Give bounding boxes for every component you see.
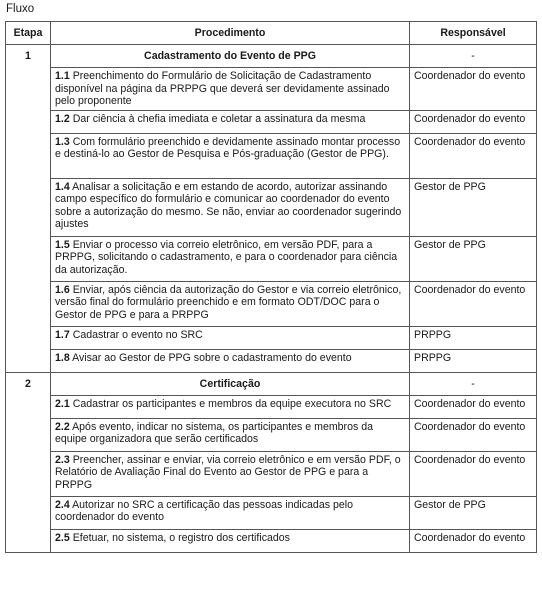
procedure-cell	[51, 496, 410, 529]
step-text: Preencher, assinar e enviar, via correio eletrônico e em versão PDF, o Relatório de Avaliação Final do Evento ao Gestor de PPG e para a PRPPG	[55, 453, 401, 491]
step-number: 1.2	[55, 112, 70, 125]
step-text: Enviar o processo via correio eletrônico, em versão PDF, para a PRPPG, solicitando o cadastramento, e para o coordenador para ciência da autorização.	[55, 238, 398, 276]
step-number: 1.7	[55, 328, 70, 341]
etapa-number: 2	[6, 372, 51, 552]
step-text: Dar ciência à chefia imediata e coletar a assinatura da mesma	[72, 112, 366, 125]
step-text: Cadastrar os participantes e membros da equipe executora no SRC	[72, 397, 392, 410]
step-text: Autorizar no SRC a certificação das pessoas indicadas pelo coordenador do evento	[55, 498, 353, 523]
table-row	[6, 349, 537, 372]
step-number: 1.8	[55, 351, 70, 364]
header-etapa: Etapa	[6, 22, 51, 45]
step-number: 2.3	[55, 453, 70, 466]
responsavel-cell: Coordenador do evento	[410, 395, 537, 418]
procedure-cell	[51, 529, 410, 552]
table-row	[6, 281, 537, 326]
section-responsavel: -	[410, 45, 537, 68]
procedure-cell	[51, 133, 410, 178]
procedure-cell	[51, 178, 410, 236]
step-text: Preenchimento do Formulário de Solicitação de Cadastramento disponível na página da PRPPG que deverá ser devidamente assinado pelo proponente	[55, 70, 390, 107]
page-title: Fluxo	[6, 3, 35, 15]
responsavel-cell: Gestor de PPG	[410, 178, 537, 236]
procedure-cell	[51, 326, 410, 349]
step-number: 2.5	[55, 531, 70, 544]
header-responsavel: Responsável	[410, 22, 537, 45]
step-number: 2.1	[55, 397, 70, 410]
responsavel-cell: Coordenador do evento	[410, 68, 537, 111]
responsavel-cell: PRPPG	[410, 326, 537, 349]
procedure-cell	[51, 281, 410, 326]
table-row	[6, 236, 537, 281]
header-row	[6, 22, 537, 45]
step-number: 1.4	[55, 180, 70, 193]
procedure-cell	[51, 395, 410, 418]
procedure-cell	[51, 236, 410, 281]
section-header-row	[6, 45, 537, 68]
table-row	[6, 326, 537, 349]
table-row	[6, 529, 537, 552]
section-header-row	[6, 372, 537, 395]
table-row	[6, 133, 537, 178]
responsavel-cell: Coordenador do evento	[410, 281, 537, 326]
step-text: Avisar ao Gestor de PPG sobre o cadastramento do evento	[72, 351, 352, 364]
step-number: 2.4	[55, 498, 70, 511]
table-row	[6, 496, 537, 529]
step-number: 2.2	[55, 420, 70, 433]
step-text: Com formulário preenchido e devidamente assinado montar processo e destiná-lo ao Gestor de Pesquisa e Pós-graduação (Gestor de PPG).	[55, 135, 401, 160]
responsavel-cell: Coordenador do evento	[410, 418, 537, 451]
step-text: Analisar a solicitação e em estando de acordo, autorizar assinando campo específico do formulário e comunicar ao coordenador do evento sobre a autorização do mesmo. Se não, enviar ao coordenador sugerindo ajustes	[55, 180, 402, 230]
step-text: Efetuar, no sistema, o registro dos certificados	[72, 531, 290, 544]
flow-table	[5, 21, 537, 553]
table-row	[6, 451, 537, 496]
responsavel-cell: Coordenador do evento	[410, 529, 537, 552]
step-text: Cadastrar o evento no SRC	[72, 328, 203, 341]
step-number: 1.6	[55, 283, 70, 296]
responsavel-cell: PRPPG	[410, 349, 537, 372]
step-number: 1.1	[55, 70, 70, 82]
etapa-number: 1	[6, 45, 51, 373]
section-title: Cadastramento do Evento de PPG	[51, 45, 410, 68]
step-number: 1.3	[55, 135, 70, 148]
procedure-cell	[51, 110, 410, 133]
table-row	[6, 68, 537, 111]
procedure-cell	[51, 68, 410, 111]
responsavel-cell: Gestor de PPG	[410, 496, 537, 529]
section-title: Certificação	[51, 372, 410, 395]
step-number: 1.5	[55, 238, 70, 251]
responsavel-cell: Coordenador do evento	[410, 451, 537, 496]
table-row	[6, 395, 537, 418]
procedure-cell	[51, 349, 410, 372]
step-text: Após evento, indicar no sistema, os participantes e membros da equipe organizadora que serão certificados	[55, 420, 373, 445]
table-row	[6, 178, 537, 236]
responsavel-cell: Coordenador do evento	[410, 133, 537, 178]
procedure-cell	[51, 418, 410, 451]
table-row	[6, 110, 537, 133]
header-procedimento: Procedimento	[51, 22, 410, 45]
responsavel-cell: Coordenador do evento	[410, 110, 537, 133]
procedure-cell	[51, 451, 410, 496]
responsavel-cell: Gestor de PPG	[410, 236, 537, 281]
section-responsavel: -	[410, 372, 537, 395]
step-text: Enviar, após ciência da autorização do Gestor e via correio eletrônico, versão final do formulário preenchido e em formato ODT/DOC para o Gestor de PPG e para a PRPPG	[55, 283, 402, 321]
table-row	[6, 418, 537, 451]
